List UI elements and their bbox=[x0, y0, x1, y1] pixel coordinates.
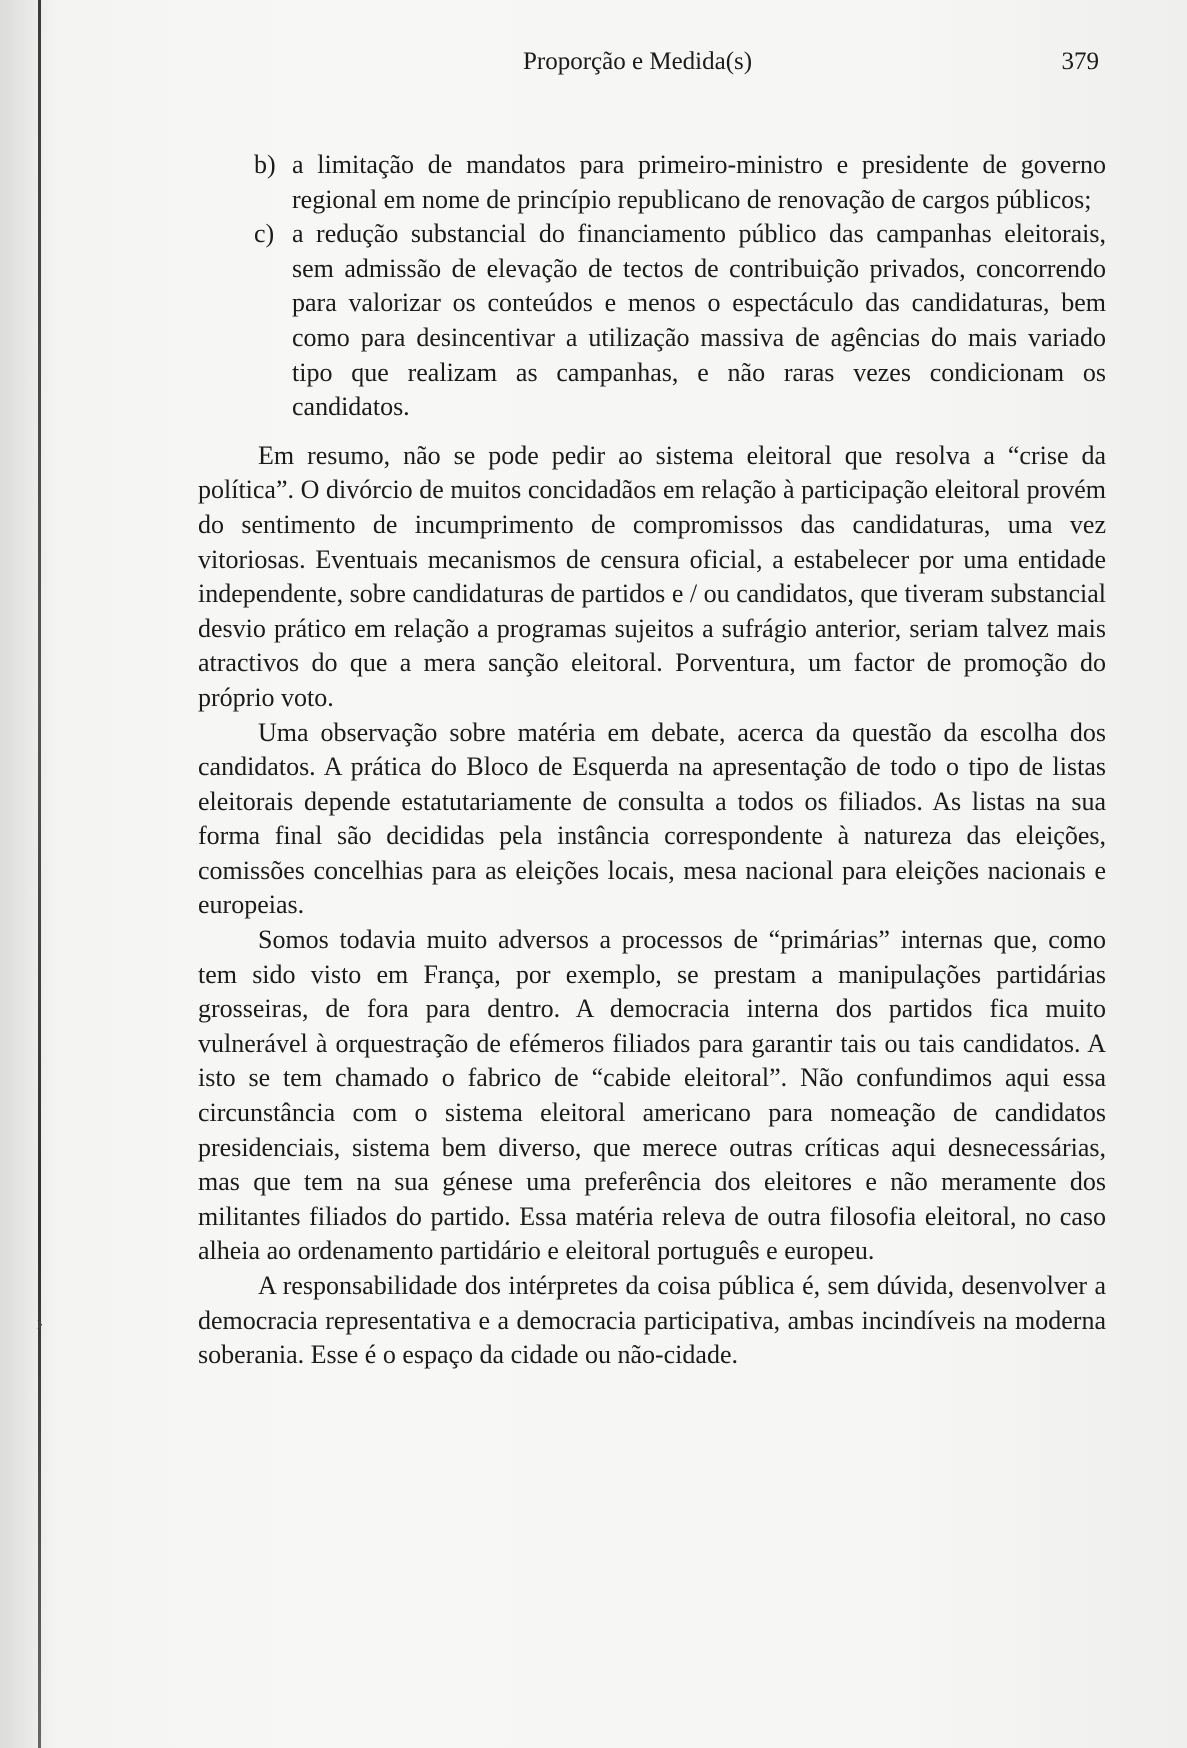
list-marker: c) bbox=[254, 219, 275, 249]
page-number: 379 bbox=[1061, 48, 1099, 75]
page-header bbox=[198, 48, 1104, 88]
page-body bbox=[198, 148, 1106, 1373]
running-head: Proporção e Medida(s) bbox=[523, 48, 753, 75]
binding-mark: › bbox=[36, 1310, 44, 1335]
paragraph: Em resumo, não se pode pedir ao sistema eleitoral que resolva a “crise da política”. O divórcio de muitos concidadãos em relação à participação eleitoral provém do sentimento de incumprimento de compromissos das candidaturas, uma vez vitoriosas. Eventuais mecanismos de censura oficial, a estabelecer por uma entidade independente, sobre candidaturas de partidos e / ou candidatos, que tiveram substancial desvio prático em relação a programas sujeitos a sufrágio anterior, seriam talvez mais atractivos do que a mera sanção eleitoral. Porventura, um factor de promoção do próprio voto. bbox=[198, 440, 1106, 712]
list-item-b bbox=[198, 148, 1106, 217]
paragraph: Uma observação sobre matéria em debate, acerca da questão da escolha dos candidatos. A prática do Bloco de Esquerda na apresentação de todo o tipo de listas eleitorais depende estatutariamente de consulta a todos os filiados. As listas na sua forma final são decididas pela instância correspondente à natureza das eleições, comissões concelhias para as eleições locais, mesa nacional para eleições nacionais e europeias. bbox=[198, 717, 1106, 920]
list-marker: b) bbox=[254, 150, 276, 179]
list-item-c bbox=[198, 217, 1106, 425]
list-item-text: a redução substancial do financiamento público das campanhas eleitorais, sem admissão de elevação de tectos de contribuição privados, concorrendo para valorizar os conteúdos e menos o espectáculo das candidaturas, bem como para desincentivar a utilização massiva de agências do mais variado tipo que realizam as campanhas, e não raras vezes condicionam os candidatos. bbox=[292, 219, 1106, 422]
binding-edge bbox=[38, 0, 41, 1748]
list-item-text: a limitação de mandatos para primeiro-ministro e presidente de governo regional em nome de princípio republicano de renovação de cargos públicos; bbox=[292, 150, 1106, 214]
paragraph: Somos todavia muito adversos a processos de “primárias” internas que, como tem sido visto em França, por exemplo, se prestam a manipulações partidárias grosseiras, de fora para dentro. A democracia interna dos partidos fica muito vulnerável à orquestração de efémeros filiados para garantir tais ou tais candidatos. A isto se tem chamado o fabrico de “cabide eleitoral”. Não confundimos aqui essa circunstância com o sistema eleitoral americano para nomeação de candidatos presidenciais, sistema bem diverso, que merece outras críticas aqui desnecessárias, mas que tem na sua génese uma preferência dos eleitores e não meramente dos militantes filiados do partido. Essa matéria releva de outra filosofia eleitoral, no caso alheia ao ordenamento partidário e eleitoral português e europeu. bbox=[198, 925, 1106, 1266]
paragraph: A responsabilidade dos intérpretes da coisa pública é, sem dúvida, desenvolver a democracia representativa e a democracia participativa, ambas incindíveis na moderna soberania. Esse é o espaço da cidade ou não-cidade. bbox=[198, 1271, 1106, 1370]
